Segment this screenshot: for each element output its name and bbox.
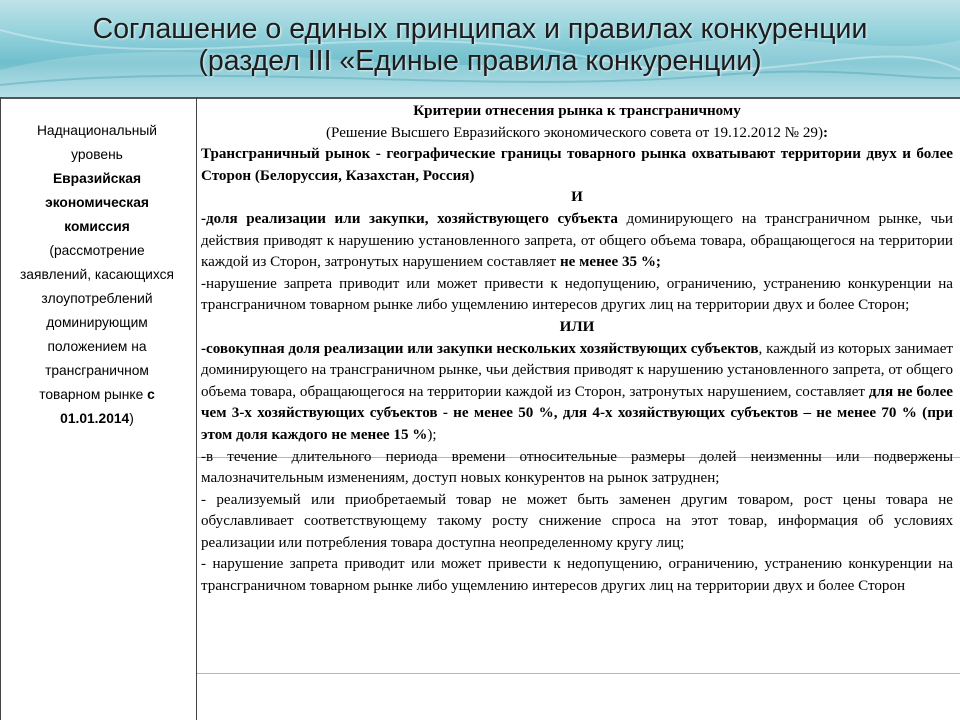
left-text-line: трансграничном (45, 363, 149, 378)
row-separator (197, 673, 960, 674)
left-text-line: злоупотреблений (41, 291, 153, 306)
criterion-non-substitutable: - реализуемый или приобретаемый товар не может быть заменен другим товаром, рост цены товара не обуславливает соответствующему такому росту снижение спроса на этот товар, информация об условиях реализации или потребления товара доступна неопределенному кругу лиц; (201, 491, 953, 551)
connector-or: ИЛИ (559, 318, 595, 335)
criterion-violation-effect: -нарушение запрета приводит или может привести к недопущению, ограничению, устранению конкуренции на трансграничном товарном рынке либо ущемлению интересов других лиц на территории двух и более Сторон; (201, 275, 953, 314)
left-cell-level (2, 119, 192, 431)
criterion-single-share: -доля реализации или закупки, хозяйствующего субъекта доминирующего на трансграничном рынке, чьи действия приводят к нарушению установленного запрета, от общего объема товара, обращающегося на территории каждой из Сторон, затронутых нарушением составляет не менее 35 %; (201, 210, 953, 271)
criteria-heading: Критерии отнесения рынка к трансграничному (413, 103, 741, 119)
left-text-line: товарном рынке с (39, 387, 155, 402)
slide-title-line2: (раздел III «Единые правила конкуренции) (198, 45, 762, 77)
left-text-line: комиссия (64, 219, 130, 234)
content-table (0, 97, 960, 720)
left-text-line: доминирующим (46, 315, 148, 330)
left-text-line: положением на (47, 339, 147, 354)
market-definition: Трансграничный рынок - географические границы товарного рынка охватывают территории двух и более Сторон (Белоруссия, Казахстан, Россия) (201, 146, 953, 184)
slide-header (0, 0, 960, 97)
table-top-border (0, 97, 960, 99)
left-text-line: экономическая (45, 195, 149, 210)
connector-and: И (571, 189, 583, 206)
criterion-competition-restriction: - нарушение запрета приводит или может привести к недопущению, ограничению, устранению конкуренции на трансграничном товарном рынке либо ущемлению интересов других лиц на территории двух и более Сторон (201, 556, 953, 595)
left-text-line: уровень (71, 147, 123, 162)
left-text-line: 01.01.2014) (60, 411, 134, 426)
table-left-border (0, 97, 1, 720)
criterion-collective-share: -совокупная доля реализации или закупки нескольких хозяйствующих субъектов, каждый из которых занимает доминирующего на трансграничном рынке, чьи действия приводят к нарушению установленного запрета, от общего объема товара, обращающегося на территории каждой из Сторон, затронутых нарушением, составляет для не более чем 3-х хозяйствующих субъектов - не менее 50 %, для 4-х хозяйствующих субъектов – не менее 70 % (при этом доля каждого не менее 15 %); (201, 340, 954, 443)
slide-title-line1: Соглашение о единых принципах и правилах конкуренции (92, 13, 868, 45)
left-text-line: (рассмотрение (49, 243, 145, 258)
left-text-line: Наднациональный (36, 123, 158, 138)
right-cell-criteria (201, 101, 953, 598)
decision-reference: (Решение Высшего Евразийского экономического совета от 19.12.2012 № 29): (325, 124, 829, 141)
left-text-line: заявлений, касающихся (19, 267, 174, 282)
criterion-stable-shares: -в течение длительного периода времени относительные размеры долей неизменны или подвержены малозначительным изменениям, доступ новых конкурентов на рынок затруднен; (201, 448, 953, 487)
left-text-line: Евразийская (52, 171, 142, 186)
column-divider (196, 97, 197, 720)
